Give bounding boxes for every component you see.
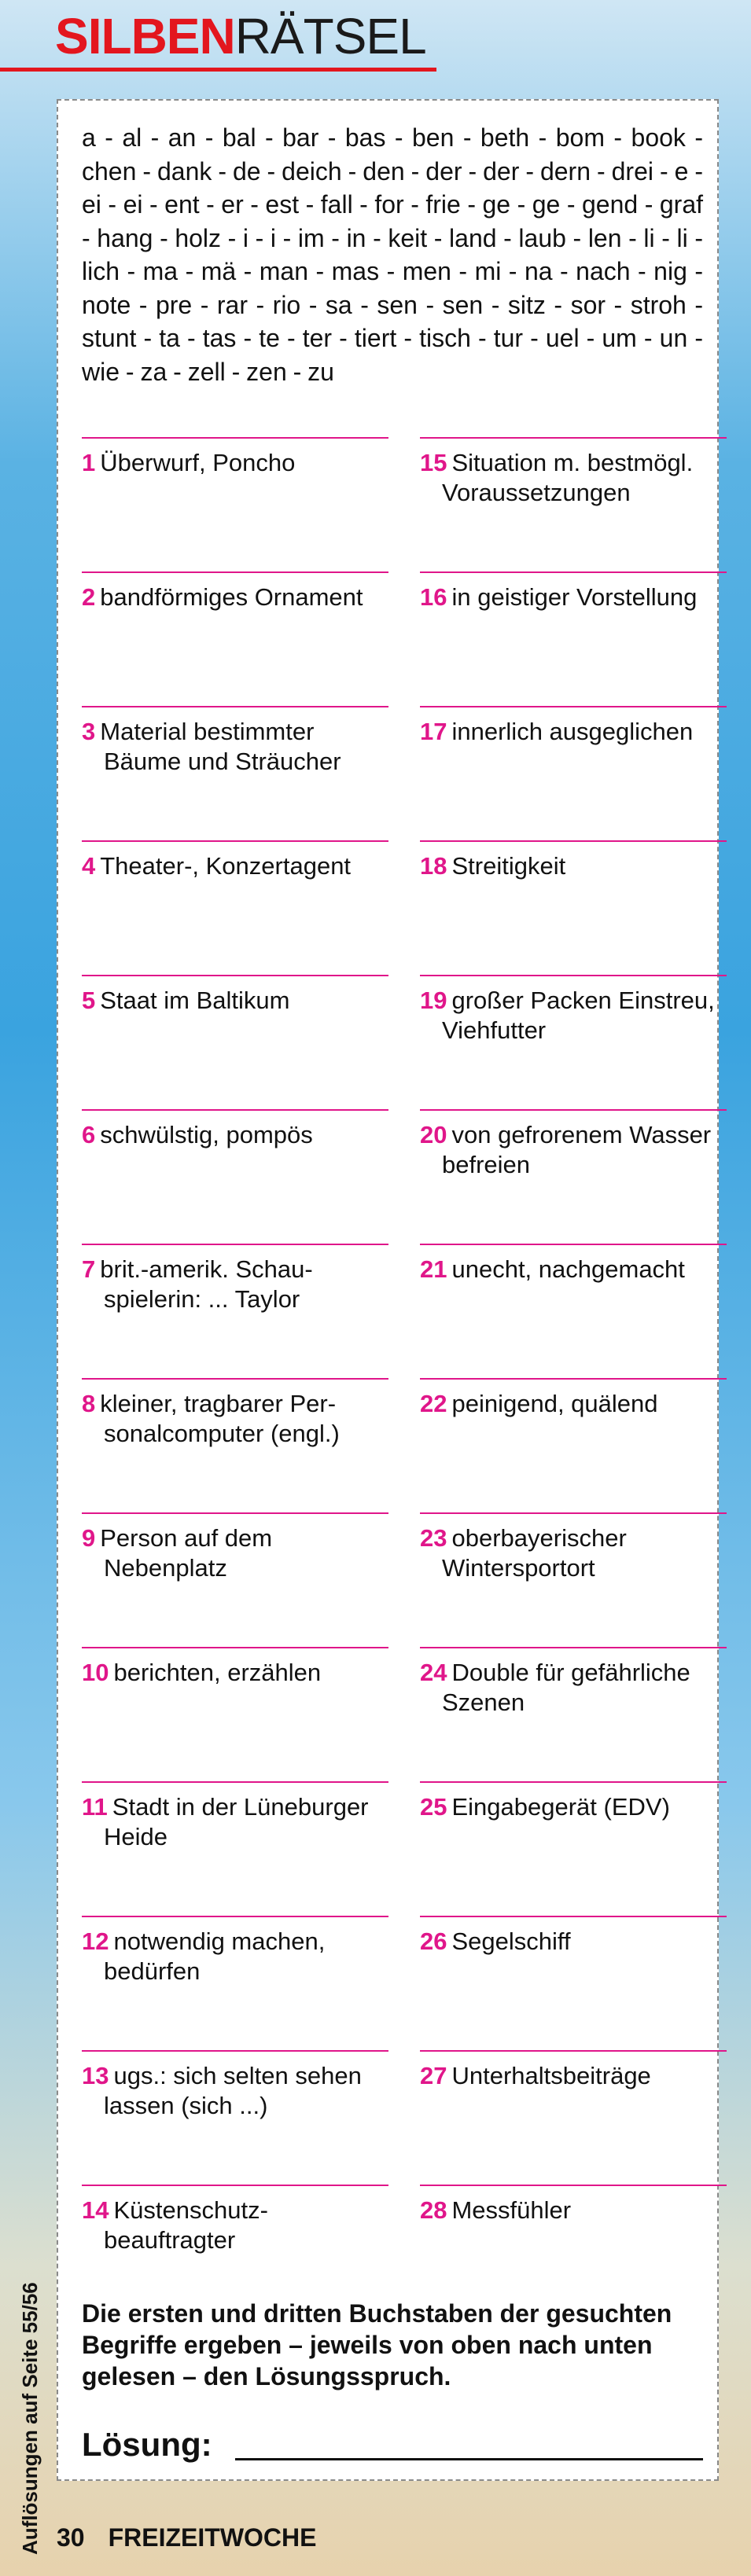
clue-description: bandförmiges Ornament <box>100 583 363 611</box>
clue-number: 27 <box>420 2062 447 2089</box>
clue-number: 1 <box>82 449 96 476</box>
answer-line[interactable] <box>420 706 727 707</box>
clue-text <box>420 1658 727 1718</box>
title-part-silben: SILBEN <box>55 8 235 64</box>
clue-text <box>82 1792 388 1852</box>
answer-line[interactable] <box>82 437 388 439</box>
clue-number: 28 <box>420 2196 447 2224</box>
clue-description: von gefrorenem Wasser befreien <box>442 1121 712 1178</box>
clue-text <box>82 1255 388 1314</box>
answer-line[interactable] <box>420 1244 727 1245</box>
magazine-name: FREIZEITWOCHE <box>108 2523 317 2552</box>
answer-line[interactable] <box>420 1512 727 1514</box>
clue-item <box>82 1512 388 1583</box>
clue-number: 5 <box>82 987 96 1014</box>
clue-text <box>420 986 727 1045</box>
clue-number: 22 <box>420 1390 447 1417</box>
clue-description: Situation m. bestmögl. Voraussetzungen <box>442 449 694 506</box>
clue-text <box>420 2061 727 2091</box>
clue-text <box>82 448 388 478</box>
title-underline <box>0 68 436 72</box>
clue-text <box>82 2196 388 2255</box>
clue-description: Double für gefährliche Szenen <box>442 1659 690 1716</box>
clue-text <box>82 851 388 881</box>
answer-line[interactable] <box>82 2050 388 2052</box>
clue-item <box>82 2185 388 2255</box>
clue-item <box>420 1244 727 1284</box>
clue-number: 25 <box>420 1793 447 1821</box>
clue-number: 19 <box>420 987 447 1014</box>
clue-description: unecht, nachgemacht <box>451 1255 685 1283</box>
clue-description: Unterhaltsbeiträge <box>451 2062 651 2089</box>
clue-description: Theater-, Konzertagent <box>100 852 352 880</box>
clue-text <box>420 448 727 508</box>
instruction-text: Die ersten und dritten Buchstaben der gesuchten Begriffe ergeben – jeweils von oben nach unten gelesen – den Lösungsspruch. <box>82 2299 672 2390</box>
answer-line[interactable] <box>420 571 727 573</box>
answer-line[interactable] <box>420 840 727 842</box>
clue-description: oberbayerischer Wintersportort <box>442 1524 627 1582</box>
clue-text <box>82 1120 388 1150</box>
clue-number: 11 <box>82 1793 108 1821</box>
solution-answer-line[interactable] <box>235 2458 703 2460</box>
clue-text <box>420 1389 727 1419</box>
clue-text <box>420 851 727 881</box>
clue-number: 3 <box>82 718 96 745</box>
answer-line[interactable] <box>82 1647 388 1648</box>
answer-line[interactable] <box>82 1781 388 1783</box>
clue-text <box>420 1927 727 1957</box>
answer-line[interactable] <box>420 1647 727 1648</box>
puzzle-panel <box>57 99 719 2481</box>
clue-item <box>420 1109 727 1180</box>
syllable-list: a - al - an - bal - bar - bas - ben - beth - bom - book - chen - dank - de - deich - den - der - der - dern - drei - e - ei - ei - ent - er - est - fall - for - frie - ge - ge - gend - graf - hang - holz - i - i - im - in - keit - land - laub - len - li - li - lich - ma - mä - man - mas - men - mi - na - nach - nig - note - pre - rar - rio - sa - sen - sen - sitz - sor - stroh - stunt - ta - tas - te - ter - tiert - tisch - tur - uel - um - un - wie - za - zell - zen - zu <box>82 123 703 386</box>
answer-line[interactable] <box>420 1378 727 1380</box>
clue-description: notwendig machen, bedürfen <box>104 1927 326 1985</box>
clue-description: innerlich ausgeglichen <box>451 718 694 745</box>
answer-line[interactable] <box>420 975 727 976</box>
clue-number: 20 <box>420 1121 447 1148</box>
clue-item <box>420 706 727 747</box>
clue-text <box>420 1792 727 1822</box>
clue-description: Material bestimmter Bäume und Sträucher <box>100 718 341 775</box>
clue-text <box>420 1255 727 1284</box>
answer-line[interactable] <box>82 1244 388 1245</box>
clue-text <box>82 582 388 612</box>
clue-number: 2 <box>82 583 96 611</box>
answer-line[interactable] <box>82 840 388 842</box>
answer-line[interactable] <box>82 975 388 976</box>
clue-description: Segelschiff <box>451 1927 571 1955</box>
clue-item <box>82 2050 388 2121</box>
clue-text <box>420 582 727 612</box>
clue-description: brit.-amerik. Schau-spielerin: ... Taylor <box>100 1255 313 1313</box>
clue-text <box>82 1523 388 1583</box>
clue-number: 4 <box>82 852 96 880</box>
page-title <box>55 8 426 64</box>
clue-item <box>420 975 727 1045</box>
clue-number: 13 <box>82 2062 109 2089</box>
clue-text <box>82 1658 388 1688</box>
clue-description: Eingabegerät (EDV) <box>451 1793 670 1821</box>
clue-number: 26 <box>420 1927 447 1955</box>
clue-text <box>82 1927 388 1986</box>
clue-item <box>420 1781 727 1822</box>
clue-item <box>420 1916 727 1957</box>
clue-description: Person auf dem Nebenplatz <box>100 1524 273 1582</box>
answer-line[interactable] <box>420 437 727 439</box>
answer-line[interactable] <box>82 1916 388 1917</box>
clue-text <box>420 2196 727 2225</box>
clue-number: 16 <box>420 583 447 611</box>
clue-description: kleiner, tragbarer Per-sonalcomputer (engl.) <box>100 1390 340 1447</box>
clue-number: 17 <box>420 718 447 745</box>
solution-label: Lösung: <box>82 2426 212 2463</box>
answer-line[interactable] <box>420 1916 727 1917</box>
clue-description: großer Packen Einstreu, Viehfutter <box>442 987 715 1044</box>
clue-item <box>82 1916 388 1986</box>
clue-description: Staat im Baltikum <box>100 987 290 1014</box>
clue-number: 21 <box>420 1255 447 1283</box>
clue-description: Küstenschutz-beauftragter <box>104 2196 268 2254</box>
answer-line[interactable] <box>420 2185 727 2186</box>
clue-number: 7 <box>82 1255 96 1283</box>
page-footer <box>57 2523 316 2552</box>
answer-line[interactable] <box>82 1109 388 1111</box>
clue-item <box>420 2185 727 2225</box>
clue-item <box>420 1647 727 1718</box>
clue-item <box>82 975 388 1016</box>
clue-item <box>82 1647 388 1688</box>
clue-number: 6 <box>82 1121 96 1148</box>
clue-description: Messfühler <box>451 2196 572 2224</box>
clue-text <box>82 986 388 1016</box>
clue-description: berichten, erzählen <box>113 1659 322 1686</box>
clue-item <box>420 840 727 881</box>
clue-number: 8 <box>82 1390 96 1417</box>
clue-number: 23 <box>420 1524 447 1552</box>
clue-number: 10 <box>82 1659 109 1686</box>
answer-line[interactable] <box>82 2185 388 2186</box>
clue-number: 12 <box>82 1927 109 1955</box>
clue-text <box>82 717 388 777</box>
answer-line[interactable] <box>82 706 388 707</box>
answer-line[interactable] <box>420 1109 727 1111</box>
clue-description: ugs.: sich selten sehen lassen (sich ...) <box>104 2062 362 2119</box>
clue-text <box>82 2061 388 2121</box>
clue-item <box>82 571 388 612</box>
clue-item <box>420 571 727 612</box>
clue-item <box>82 840 388 881</box>
clue-description: in geistiger Vorstellung <box>451 583 698 611</box>
clue-description: peinigend, quälend <box>451 1390 658 1417</box>
clue-number: 14 <box>82 2196 109 2224</box>
clue-item <box>82 706 388 777</box>
clue-description: Streitigkeit <box>451 852 566 880</box>
title-part-raetsel: RÄTSEL <box>234 8 426 64</box>
clue-number: 9 <box>82 1524 96 1552</box>
clue-item <box>420 1512 727 1583</box>
answer-line[interactable] <box>420 1781 727 1783</box>
clue-item <box>82 1244 388 1314</box>
clue-item <box>82 437 388 478</box>
answer-line[interactable] <box>420 2050 727 2052</box>
clue-number: 18 <box>420 852 447 880</box>
clue-text <box>82 1389 388 1449</box>
clue-text <box>420 1523 727 1583</box>
clue-item <box>82 1781 388 1852</box>
clue-text <box>420 717 727 747</box>
clue-item <box>82 1109 388 1150</box>
clue-item <box>82 1378 388 1449</box>
answer-line[interactable] <box>82 571 388 573</box>
clue-number: 15 <box>420 449 447 476</box>
clue-text <box>420 1120 727 1180</box>
clue-number: 24 <box>420 1659 447 1686</box>
answer-line[interactable] <box>82 1378 388 1380</box>
clue-description: Stadt in der Lüneburger Heide <box>104 1793 369 1850</box>
clue-item <box>420 437 727 508</box>
answer-line[interactable] <box>82 1512 388 1514</box>
clue-description: Überwurf, Poncho <box>100 449 296 476</box>
page-number: 30 <box>57 2523 85 2552</box>
clue-item <box>420 1378 727 1419</box>
clue-description: schwülstig, pompös <box>100 1121 313 1148</box>
clue-item <box>420 2050 727 2091</box>
solutions-reference: Auflösungen auf Seite 55/56 <box>18 2282 42 2555</box>
